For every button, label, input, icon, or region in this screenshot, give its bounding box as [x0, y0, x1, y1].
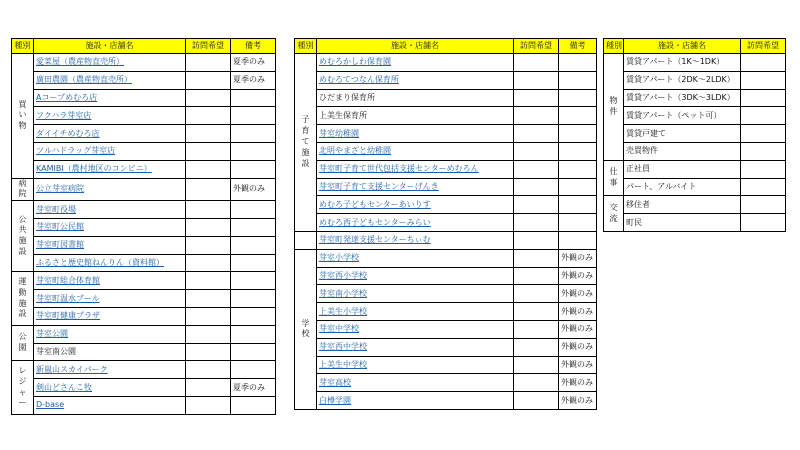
facility-link[interactable]: Aコープめむろ店: [36, 92, 98, 102]
table-row: [295, 142, 597, 160]
table-row: [295, 392, 597, 410]
visit-wish-cell[interactable]: [186, 272, 231, 290]
table-row: [604, 160, 786, 178]
facility-name-cell[interactable]: [317, 54, 514, 72]
facility-name-cell: [624, 178, 741, 196]
category-cell: [12, 325, 34, 361]
category-label: 子育て施設: [301, 115, 310, 168]
remarks-cell: 外観のみ: [559, 356, 597, 374]
header-category: 種別: [295, 39, 317, 54]
facility-name-cell: [317, 107, 514, 125]
facility-link[interactable]: 芽室町発達支援センターちぃむ: [319, 235, 431, 245]
category-cell: [12, 201, 34, 272]
visit-wish-cell[interactable]: [186, 54, 231, 72]
facility-link[interactable]: 芽室町役場: [36, 204, 76, 214]
category-label: 病院: [18, 178, 27, 199]
facility-name-cell[interactable]: [34, 272, 186, 290]
remarks-cell: 外観のみ: [559, 374, 597, 392]
visit-wish-cell[interactable]: [186, 396, 231, 414]
remarks-cell: [559, 214, 597, 232]
visit-wish-cell[interactable]: [186, 160, 231, 178]
visit-wish-cell[interactable]: [741, 125, 786, 143]
facility-name-cell: [317, 89, 514, 107]
housing-work-table-right: [603, 38, 786, 232]
category-label: 公共施設: [18, 214, 27, 257]
table-row: [295, 54, 597, 72]
category-cell: [12, 361, 34, 414]
facility-name-cell: [624, 196, 741, 214]
remarks-cell: [559, 89, 597, 107]
visit-wish-cell[interactable]: [186, 379, 231, 397]
visit-wish-cell[interactable]: [741, 142, 786, 160]
remarks-cell: [231, 125, 276, 143]
table-row: [12, 54, 276, 72]
header-visit-wish: 訪問希望: [514, 39, 559, 54]
remarks-cell: [559, 71, 597, 89]
visit-wish-cell[interactable]: [514, 160, 559, 178]
remarks-cell: [231, 272, 276, 290]
facility-name-cell[interactable]: [34, 71, 186, 89]
facility-name-cell: [624, 71, 741, 89]
remarks-cell: 夏季のみ: [231, 71, 276, 89]
facility-name-cell[interactable]: [317, 267, 514, 285]
visit-wish-cell[interactable]: [741, 160, 786, 178]
remarks-cell: [231, 236, 276, 254]
facility-link[interactable]: めむろ子どもセンターあいりす: [319, 199, 431, 209]
remarks-cell: [231, 142, 276, 160]
visit-wish-cell[interactable]: [186, 142, 231, 160]
facility-name-cell: [34, 343, 186, 361]
category-cell: [604, 196, 624, 232]
facility-name-cell: [624, 54, 741, 72]
remarks-cell: 外観のみ: [559, 249, 597, 267]
visit-wish-cell[interactable]: [186, 361, 231, 379]
table-row: [604, 142, 786, 160]
visit-wish-cell[interactable]: [186, 89, 231, 107]
facility-name-cell[interactable]: [317, 125, 514, 143]
table-row: [295, 303, 597, 321]
visit-wish-cell[interactable]: [186, 325, 231, 343]
table-row: [295, 249, 597, 267]
remarks-cell: [559, 231, 597, 249]
facility-name-cell: [624, 107, 741, 125]
facility-name-cell: [624, 214, 741, 232]
remarks-cell: [559, 160, 597, 178]
facility-name-cell: [624, 89, 741, 107]
facility-name-cell[interactable]: [317, 356, 514, 374]
facility-link[interactable]: フクハラ芽室店: [36, 110, 92, 120]
table-row: [604, 54, 786, 72]
facility-name-cell[interactable]: [34, 236, 186, 254]
facility-link[interactable]: 芽室南小学校: [319, 288, 367, 298]
remarks-cell: [231, 107, 276, 125]
facility-name-cell[interactable]: [317, 160, 514, 178]
table-row: [295, 356, 597, 374]
facility-link[interactable]: 上美生中学校: [319, 359, 367, 369]
remarks-cell: [559, 54, 597, 72]
facility-link[interactable]: ツルハドラッグ芽室店: [36, 146, 116, 156]
visit-wish-cell[interactable]: [741, 107, 786, 125]
table-row: [295, 267, 597, 285]
facility-link[interactable]: めむろてつなん保育所: [319, 75, 399, 85]
remarks-cell: [559, 142, 597, 160]
visit-wish-cell[interactable]: [514, 338, 559, 356]
facility-link[interactable]: 芽室町子育て支援センターげんき: [319, 181, 439, 191]
remarks-cell: [231, 218, 276, 236]
table-row: [295, 320, 597, 338]
facility-link[interactable]: 芽室町公民館: [36, 222, 84, 232]
facility-name: 賃貸アパート（3DK～3LDK）: [626, 92, 735, 102]
visit-wish-cell[interactable]: [186, 107, 231, 125]
remarks-cell: [559, 125, 597, 143]
visit-wish-cell[interactable]: [514, 249, 559, 267]
category-cell: [12, 54, 34, 179]
table-row: [12, 343, 276, 361]
facility-name-cell[interactable]: [34, 107, 186, 125]
facility-link[interactable]: ダイイチめむろ店: [36, 128, 100, 138]
category-label: 買い物: [18, 99, 27, 131]
visit-wish-cell[interactable]: [186, 218, 231, 236]
visit-wish-cell[interactable]: [514, 374, 559, 392]
visit-wish-cell[interactable]: [186, 201, 231, 219]
facility-name-cell[interactable]: [34, 54, 186, 72]
category-label: レジャー: [18, 365, 27, 408]
header-visit-wish: 訪問希望: [186, 39, 231, 54]
table-row: [604, 89, 786, 107]
remarks-cell: [231, 89, 276, 107]
facility-name-cell[interactable]: [34, 379, 186, 397]
remarks-cell: 夏季のみ: [231, 54, 276, 72]
facility-name: 売買物件: [626, 146, 658, 156]
table-row: [295, 231, 597, 249]
table-row: [12, 307, 276, 325]
remarks-cell: [231, 361, 276, 379]
visit-wish-cell[interactable]: [514, 356, 559, 374]
table-row: [12, 325, 276, 343]
visit-wish-cell[interactable]: [514, 285, 559, 303]
remarks-cell: [231, 343, 276, 361]
visit-wish-cell[interactable]: [514, 178, 559, 196]
category-label: 交流: [609, 202, 618, 223]
facility-name-cell[interactable]: [317, 231, 514, 249]
table-row: [604, 107, 786, 125]
visit-wish-cell[interactable]: [514, 125, 559, 143]
remarks-cell: [559, 178, 597, 196]
table-row: [12, 290, 276, 308]
facility-table-left: [11, 38, 276, 415]
facility-link[interactable]: 北明やまざと幼稚園: [319, 146, 391, 156]
facility-name-cell[interactable]: [34, 307, 186, 325]
category-cell: [295, 249, 317, 409]
remarks-cell: 外観のみ: [559, 267, 597, 285]
facility-name-cell[interactable]: [34, 396, 186, 414]
facility-name-cell: [624, 160, 741, 178]
table-row: [295, 125, 597, 143]
category-cell: [295, 231, 317, 249]
header-row: [604, 39, 786, 54]
remarks-cell: 外観のみ: [559, 338, 597, 356]
facility-link[interactable]: 廣田農園（農産物直売所）: [36, 75, 132, 85]
visit-wish-cell[interactable]: [741, 196, 786, 214]
facility-link[interactable]: 新嵐山スカイパーク: [36, 364, 108, 374]
facility-name-cell[interactable]: [34, 290, 186, 308]
facility-name: 移住者: [626, 199, 650, 209]
remarks-cell: [231, 307, 276, 325]
visit-wish-cell[interactable]: [186, 290, 231, 308]
facility-name-cell[interactable]: [34, 254, 186, 272]
facility-link[interactable]: 愛菜屋（農産物直売所）: [36, 57, 124, 67]
table-row: [604, 71, 786, 89]
remarks-cell: [231, 290, 276, 308]
facility-name-cell[interactable]: [34, 89, 186, 107]
facility-name-cell[interactable]: [317, 214, 514, 232]
facility-name-cell[interactable]: [317, 285, 514, 303]
visit-wish-cell[interactable]: [186, 343, 231, 361]
visit-wish-cell[interactable]: [186, 236, 231, 254]
visit-wish-cell[interactable]: [186, 125, 231, 143]
facility-name-cell[interactable]: [34, 361, 186, 379]
facility-name-cell[interactable]: [317, 392, 514, 410]
table-row: [12, 107, 276, 125]
category-label: 公園: [18, 332, 27, 353]
facility-name: 上美生保育所: [319, 110, 367, 120]
category-cell: [604, 54, 624, 161]
facility-name: 賃貸戸建て: [626, 128, 666, 138]
visit-wish-cell[interactable]: [514, 267, 559, 285]
visit-wish-cell[interactable]: [514, 89, 559, 107]
header-remarks: 備考: [231, 39, 276, 54]
facility-link[interactable]: 芽室町温水プール: [36, 293, 100, 303]
category-label: 物件: [609, 96, 618, 116]
facility-name-cell[interactable]: [317, 320, 514, 338]
table-row: [295, 285, 597, 303]
visit-wish-cell[interactable]: [741, 214, 786, 232]
facility-name-cell[interactable]: [317, 142, 514, 160]
visit-wish-cell[interactable]: [514, 54, 559, 72]
facility-name: 町民: [626, 217, 642, 227]
facility-name-cell: [624, 125, 741, 143]
category-cell: [12, 272, 34, 325]
table-row: [12, 272, 276, 290]
facility-name-cell[interactable]: [317, 249, 514, 267]
facility-link[interactable]: 剣山どさんこ牧: [36, 382, 92, 392]
table-row: [12, 201, 276, 219]
category-label: 仕事: [609, 167, 618, 188]
header-row: [12, 39, 276, 54]
facility-name: 賃貸アパート（1K～1DK）: [626, 57, 725, 67]
table-row: [12, 218, 276, 236]
facility-link[interactable]: 公立芽室病院: [36, 184, 84, 194]
table-row: [295, 178, 597, 196]
facility-link[interactable]: 芽室西小学校: [319, 270, 367, 280]
remarks-cell: [231, 254, 276, 272]
visit-wish-cell[interactable]: [514, 303, 559, 321]
facility-name: 芽室南公園: [36, 346, 76, 356]
table-row: [604, 125, 786, 143]
table-row: [12, 89, 276, 107]
facility-link[interactable]: 芽室中学校: [319, 324, 359, 334]
facility-name-cell[interactable]: [34, 125, 186, 143]
remarks-cell: [231, 396, 276, 414]
facility-name-cell[interactable]: [317, 303, 514, 321]
facility-link[interactable]: ふるさと歴史館ねんりん（資料館）: [36, 257, 164, 267]
facility-link[interactable]: 芽室町図書館: [36, 240, 84, 250]
table-row: [12, 254, 276, 272]
visit-wish-cell[interactable]: [741, 178, 786, 196]
remarks-cell: 外観のみ: [559, 285, 597, 303]
table-row: [295, 214, 597, 232]
remarks-cell: 夏季のみ: [231, 379, 276, 397]
remarks-cell: [231, 201, 276, 219]
remarks-cell: [231, 160, 276, 178]
table-row: [295, 196, 597, 214]
table-row: [12, 361, 276, 379]
visit-wish-cell[interactable]: [514, 107, 559, 125]
header-facility-name: 施設・店舗名: [317, 39, 514, 54]
visit-wish-cell[interactable]: [514, 142, 559, 160]
facility-name-cell[interactable]: [317, 374, 514, 392]
facility-name-cell[interactable]: [317, 71, 514, 89]
facility-name-cell[interactable]: [317, 338, 514, 356]
facility-link[interactable]: 芽室町子育て世代包括支援センターめむろん: [319, 164, 479, 174]
facility-name: ひだまり保育所: [319, 92, 375, 102]
facility-name-cell[interactable]: [34, 325, 186, 343]
visit-wish-cell[interactable]: [514, 71, 559, 89]
category-label: 運動施設: [18, 276, 27, 319]
facility-link[interactable]: めむろ西子どもセンターみらい: [319, 217, 431, 227]
table-row: [12, 142, 276, 160]
visit-wish-cell[interactable]: [514, 320, 559, 338]
header-facility-name: 施設・店舗名: [624, 39, 741, 54]
table-row: [12, 160, 276, 178]
table-row: [604, 196, 786, 214]
table-row: [295, 89, 597, 107]
table-row: [12, 125, 276, 143]
visit-wish-cell[interactable]: [514, 231, 559, 249]
facility-name-cell[interactable]: [317, 178, 514, 196]
table-row: [295, 107, 597, 125]
header-visit-wish: 訪問希望: [741, 39, 786, 54]
facility-link[interactable]: 芽室町健康プラザ: [36, 311, 100, 321]
table-row: [12, 396, 276, 414]
category-label: 学校: [301, 318, 310, 339]
table-row: [12, 379, 276, 397]
header-row: [295, 39, 597, 54]
facility-link[interactable]: 芽室高校: [319, 377, 351, 387]
visit-wish-cell[interactable]: [741, 89, 786, 107]
facility-link[interactable]: めむろかしわ保育園: [319, 57, 391, 67]
facility-link[interactable]: 芽室公園: [36, 329, 68, 339]
header-remarks: 備考: [559, 39, 597, 54]
facility-name-cell[interactable]: [34, 201, 186, 219]
remarks-cell: [559, 196, 597, 214]
category-cell: [295, 54, 317, 232]
visit-wish-cell[interactable]: [514, 196, 559, 214]
table-row: [295, 160, 597, 178]
remarks-cell: 外観のみ: [559, 392, 597, 410]
facility-link[interactable]: 芽室幼稚園: [319, 128, 359, 138]
facility-link[interactable]: 芽室小学校: [319, 253, 359, 263]
facility-name-cell[interactable]: [34, 178, 186, 201]
table-row: [295, 71, 597, 89]
facility-name: 賃貸アパート（2DK～2LDK）: [626, 75, 735, 85]
category-cell: [12, 178, 34, 201]
facility-link[interactable]: 芽室西中学校: [319, 342, 367, 352]
remarks-cell: [231, 325, 276, 343]
category-cell: [604, 160, 624, 196]
visit-wish-cell[interactable]: [186, 254, 231, 272]
remarks-cell: 外観のみ: [559, 303, 597, 321]
facility-link[interactable]: 芽室町総合体育館: [36, 275, 100, 285]
table-row: [295, 338, 597, 356]
facility-link[interactable]: KAMIBI（農村地区のコンビニ）: [36, 164, 152, 174]
table-row: [295, 374, 597, 392]
remarks-cell: [559, 107, 597, 125]
visit-wish-cell[interactable]: [186, 178, 231, 201]
facility-name: 正社員: [626, 164, 650, 174]
facility-name: パート、アルバイト: [626, 181, 697, 191]
facility-link[interactable]: 白樺学園: [319, 395, 351, 405]
visit-wish-cell[interactable]: [186, 307, 231, 325]
facility-name: 賃貸アパート（ペット可）: [626, 110, 722, 120]
table-row: [12, 178, 276, 201]
header-category: 種別: [12, 39, 34, 54]
facility-name-cell[interactable]: [34, 218, 186, 236]
facility-name-cell[interactable]: [34, 160, 186, 178]
facility-link[interactable]: D-base: [36, 400, 65, 410]
facility-table-middle: [294, 38, 597, 410]
header-facility-name: 施設・店舗名: [34, 39, 186, 54]
facility-name-cell[interactable]: [34, 142, 186, 160]
visit-wish-cell[interactable]: [741, 71, 786, 89]
facility-name-cell[interactable]: [317, 196, 514, 214]
remarks-cell: 外観のみ: [231, 178, 276, 201]
table-row: [12, 71, 276, 89]
visit-wish-cell[interactable]: [514, 392, 559, 410]
remarks-cell: 外観のみ: [559, 320, 597, 338]
table-row: [604, 178, 786, 196]
visit-wish-cell[interactable]: [741, 54, 786, 72]
visit-wish-cell[interactable]: [186, 71, 231, 89]
table-row: [604, 214, 786, 232]
visit-wish-cell[interactable]: [514, 214, 559, 232]
table-row: [12, 236, 276, 254]
facility-name-cell: [624, 142, 741, 160]
header-category: 種別: [604, 39, 624, 54]
facility-link[interactable]: 上美生小学校: [319, 306, 367, 316]
